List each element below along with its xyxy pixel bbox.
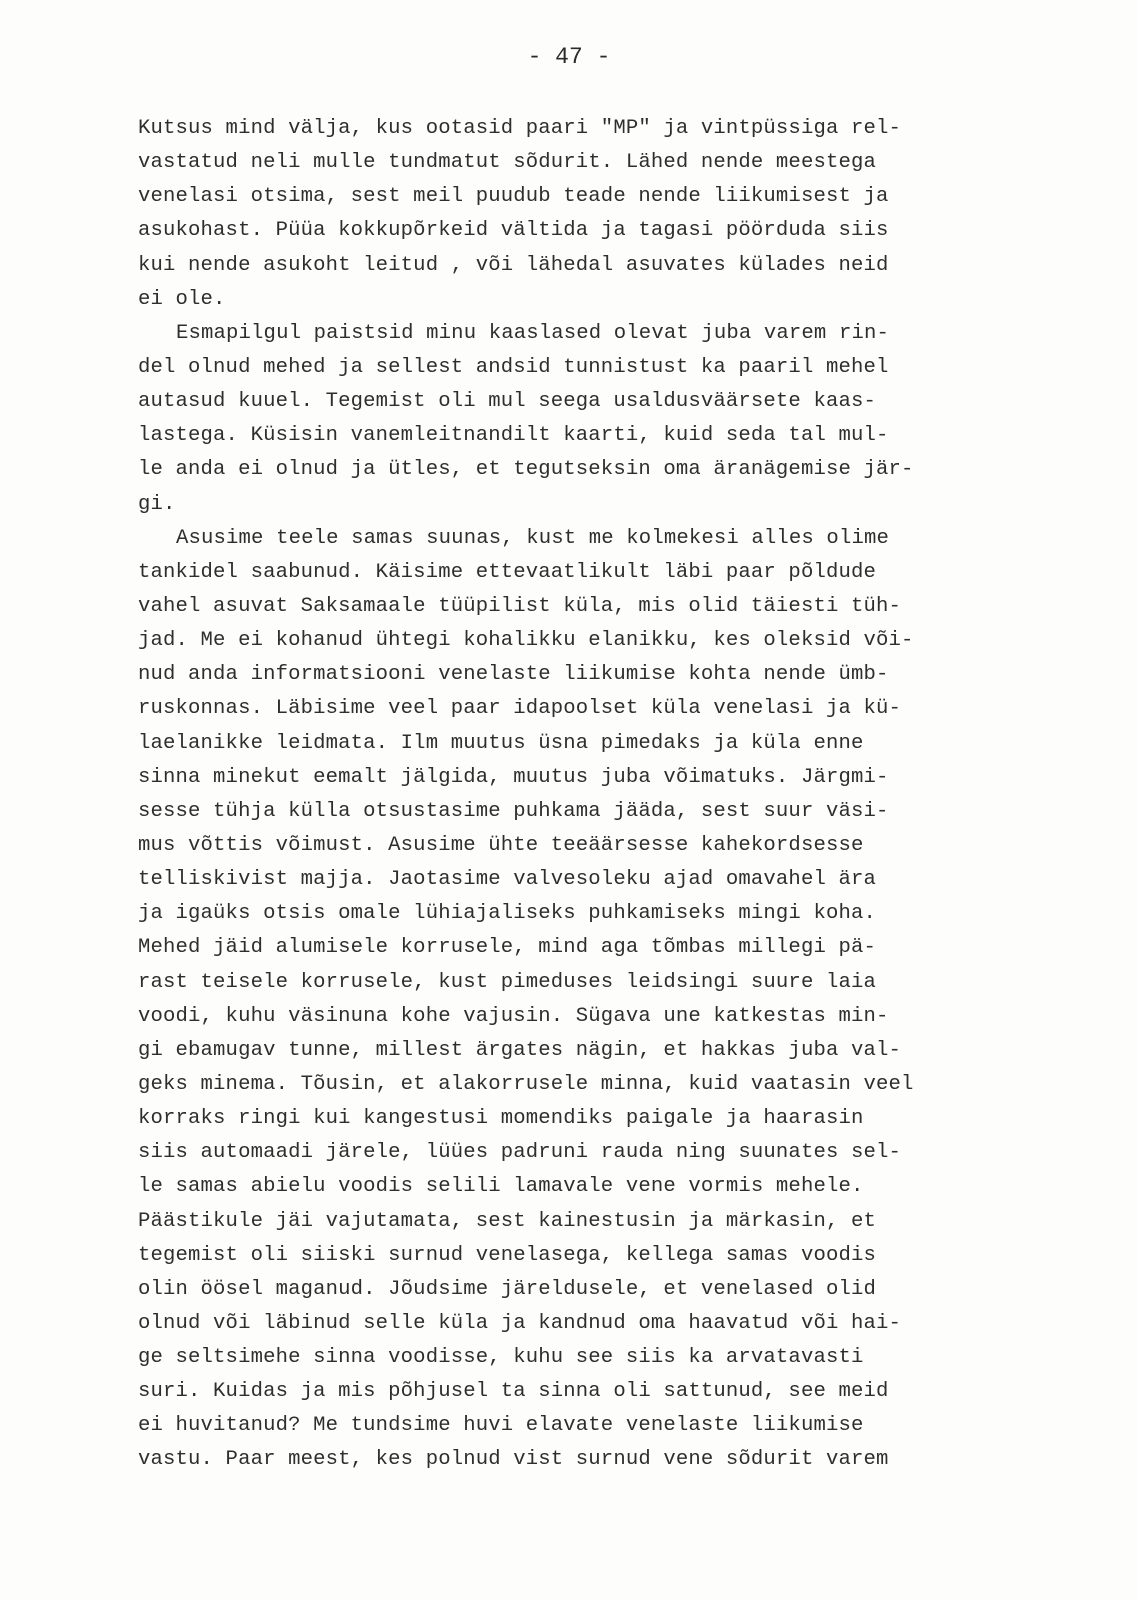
text-line: vastu. Paar meest, kes polnud vist surnud vene sõdurit varem: [138, 1448, 889, 1472]
text-line: olnud või läbinud selle küla ja kandnud oma haavatud või hai-: [138, 1311, 902, 1335]
text-line: del olnud mehed ja sellest andsid tunnistust ka paaril mehel: [138, 355, 889, 379]
text-line: le anda ei olnud ja ütles, et tegutseksin oma äranägemise jär-: [138, 458, 914, 482]
text-line: Esmapilgul paistsid minu kaaslased olevat juba varem rin-: [176, 321, 889, 345]
text-line: le samas abielu voodis selili lamavale vene vormis mehele.: [138, 1175, 864, 1199]
text-line: korraks ringi kui kangestusi momendiks paigale ja haarasin: [138, 1107, 864, 1131]
text-line: ei ole.: [138, 287, 226, 311]
text-line: gi ebamugav tunne, millest ärgates nägin, et hakkas juba val-: [138, 1038, 902, 1062]
text-line: autasud kuuel. Tegemist oli mul seega usaldusväärsete kaas-: [138, 390, 876, 414]
text-line: vastatud neli mulle tundmatut sõdurit. Lähed nende meestega: [138, 151, 876, 175]
text-line: ruskonnas. Läbisime veel paar idapoolset küla venelasi ja kü-: [138, 697, 902, 721]
text-line: telliskivist majja. Jaotasime valvesoleku ajad omavahel ära: [138, 868, 876, 892]
text-line: sesse tühja külla otsustasime puhkama jääda, sest suur väsi-: [138, 799, 889, 823]
body-text: [138, 112, 1038, 1478]
text-line: asukohast. Püüa kokkupõrkeid vältida ja tagasi pöörduda siis: [138, 219, 889, 243]
text-line: gi.: [138, 492, 176, 516]
text-line: nud anda informatsiooni venelaste liikumise kohta nende ümb-: [138, 663, 889, 687]
text-line: Kutsus mind välja, kus ootasid paari "MP" ja vintpüssiga rel-: [138, 117, 902, 140]
text-line: tankidel saabunud. Käisime ettevaatlikult läbi paar põldude: [138, 560, 876, 584]
text-line: jad. Me ei kohanud ühtegi kohalikku elanikku, kes oleksid või-: [138, 629, 914, 653]
text-line: sinna minekut eemalt jälgida, muutus juba võimatuks. Järgmi-: [138, 765, 889, 789]
text-line: olin öösel maganud. Jõudsime järeldusele, et venelased olid: [138, 1277, 876, 1301]
text-line: venelasi otsima, sest meil puudub teade nende liikumisest ja: [138, 185, 889, 209]
text-line: Mehed jäid alumisele korrusele, mind aga tõmbas millegi pä-: [138, 936, 876, 960]
text-line: siis automaadi järele, lüües padruni rauda ning suunates sel-: [138, 1141, 902, 1165]
text-line: ja igaüks otsis omale lühiajaliseks puhkamiseks mingi koha.: [138, 902, 876, 926]
text-line: lastega. Küsisin vanemleitnandilt kaarti, kuid seda tal mul-: [138, 424, 889, 448]
text-line: mus võttis võimust. Asusime ühte teeäärsesse kahekordsesse: [138, 833, 864, 857]
text-line: suri. Kuidas ja mis põhjusel ta sinna oli sattunud, see meid: [138, 1380, 889, 1404]
text-line: ei huvitanud? Me tundsime huvi elavate venelaste liikumise: [138, 1414, 864, 1438]
text-line: laelanikke leidmata. Ilm muutus üsna pimedaks ja küla enne: [138, 731, 864, 755]
text-line: geks minema. Tõusin, et alakorrusele minna, kuid vaatasin veel: [138, 1072, 914, 1096]
text-line: Asusime teele samas suunas, kust me kolmekesi alles olime: [176, 526, 889, 550]
text-line: kui nende asukoht leitud , või lähedal asuvates külades neid: [138, 253, 889, 277]
text-line: Päästikule jäi vajutamata, sest kainestusin ja märkasin, et: [138, 1209, 876, 1233]
page-number: - 47 -: [527, 44, 611, 70]
text-line: ge seltsimehe sinna voodisse, kuhu see siis ka arvatavasti: [138, 1346, 864, 1370]
text-line: tegemist oli siiski surnud venelasega, kellega samas voodis: [138, 1243, 876, 1267]
text-line: rast teisele korrusele, kust pimeduses leidsingi suure laia: [138, 970, 876, 994]
text-line: voodi, kuhu väsinuna kohe vajusin. Sügava une katkestas min-: [138, 1004, 889, 1028]
text-line: vahel asuvat Saksamaale tüüpilist küla, mis olid täiesti tüh-: [138, 594, 902, 618]
